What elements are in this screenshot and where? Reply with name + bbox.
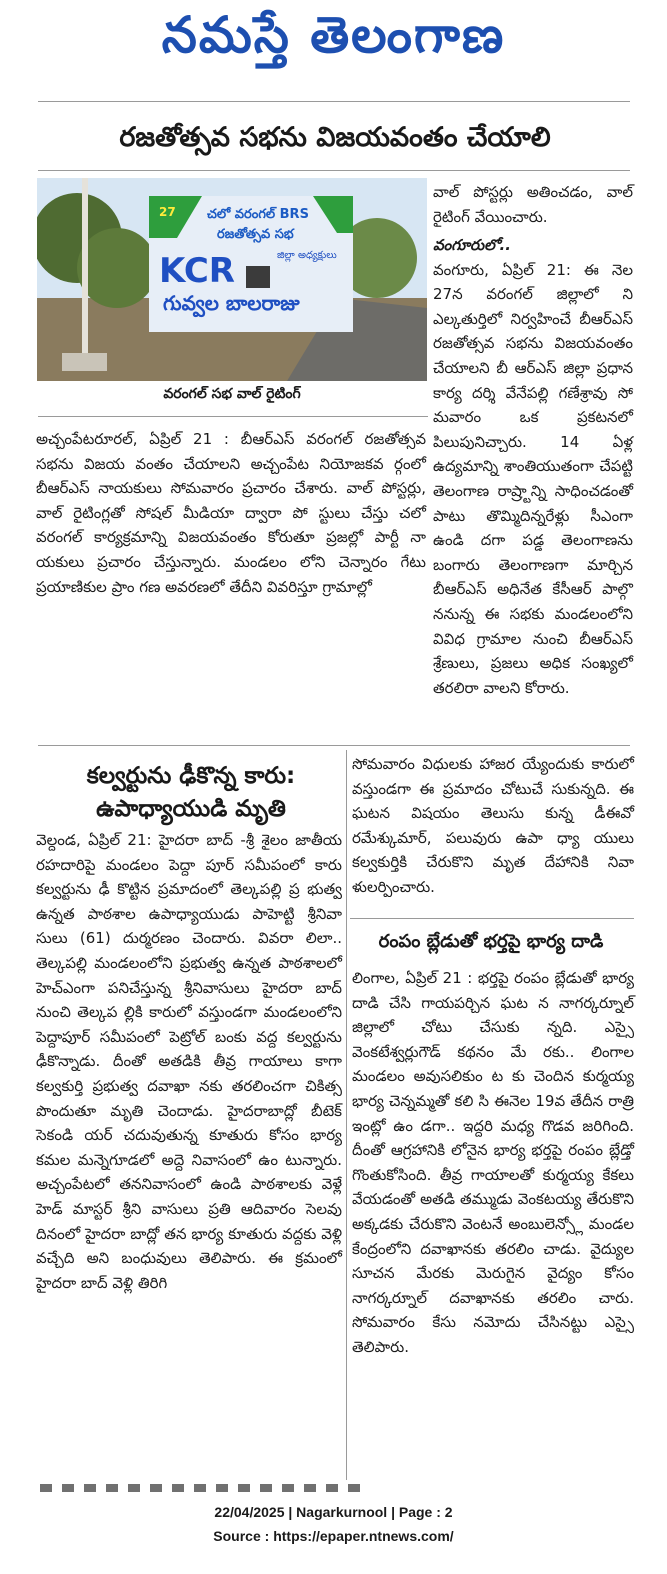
page-footer — [0, 1500, 667, 1548]
story1-right-column-wide — [433, 233, 633, 700]
photo-badge: 27 — [159, 205, 176, 219]
story2-left-text: వెల్దండ, ఏప్రిల్ 21: హైదరా బాద్ -శ్రీ శైలం జాతీయ రహదారిపై మండలం పెద్దా పూర్ సమీపంలో కారు కల్వర్టును ఢీ కొట్టిన ప్రమాదంలో తెల్కపల్లి ప్ర భుత్వ ఉన్నత పాఠశాల ఉపాధ్యాయుడు పాహెట్టి శ్రీనివా సులు (61) దుర్మరణం చెందారు. వివరా లిలా.. తెల్కపల్లి మండలంలోని ప్రభుత్వ ఉన్నత పాఠశాలలో హెచ్ఎంగా పనిచేస్తున్న శ్రీనివాసులు హైదరా బాద్ నుంచి తెల్కప ల్లికి కారులో వస్తుండగా మండలంలోని పెద్దాపూర్ సమీపంలో పెట్రోల్ బంకు వద్ద కల్వర్టును ఢీకొన్నాడు. దీంతో అతడికి తీవ్ర గాయాలు కాగా కల్వకుర్తి ప్రభుత్వ దవాఖా నకు తరలించగా చికిత్స పొందుతూ మృతి చెందాడు. హైదరాబాద్లో బీటెక్ సెకండి యర్ చదువుతున్న కూతురు కోసం భార్య కమల మన్నెగూడలో అద్దె నివాసంలో ఉం టున్నారు. అచ్చంపేటలో తననివాసంలో ఉండి పాఠశాలకు వెళ్లే హెడ్ మాస్టర్ శ్రీని వాసులు ప్రతి ఆదివారం సెలవు దినంలో హైదరా బాద్లో తన భార్య కూతురు వద్దకు వెళ్లి వచ్చేది అని బంధువులు తెలిపారు. ఈ క్రమంలో హైదరా బాద్ వెళ్లి తిరిగి — [36, 831, 342, 1292]
story1-right-column — [433, 180, 633, 229]
column-divider — [346, 750, 347, 1480]
clipped-headline-remnant — [40, 1484, 360, 1492]
photo-wall-line-3: KCR — [159, 251, 235, 291]
story1-right-text: వంగూరు, ఏప్రిల్ 21: ఈ నెల 27న వరంగల్ జిల్లాలో ని ఎల్కతుర్తిలో నిర్వహించే బీఆర్ఎస్ రజతోత్సవ సభను విజయవంతం చేయాలని బీ ఆర్ఎస్ జిల్లా ప్రధాన కార్య దర్శి వేనేపల్లి గణేశ్రావు సో మవారం ఒక ప్రకటనలో పిలుపునిచ్చారు. 14 ఏళ్ల ఉద్యమాన్ని శాంతియుతంగా చేపట్టి తెలంగాణ రాష్ర్టాన్ని సాధించడంతో పాటు తొమ్మిదిన్నరేళ్లు సీఎంగా ఉండి దగా పడ్డ తెలంగాణను బంగారు తెలంగాణగా మార్చిన బీఆర్ఎస్ అధినేత కేసీఆర్ పాల్గొ ననున్న ఈ సభకు మండలంలోని వివిధ గ్రామాల నుంచి బీఆర్ఎస్ శ్రేణులు, ప్రజలు అధిక సంఖ్యలో తరలిరా వాలని కోరారు. — [433, 260, 633, 697]
story3-column — [352, 966, 634, 1360]
photo-wall-line-5: జిల్లా అధ్యక్షులు — [277, 250, 337, 261]
story-divider — [38, 745, 630, 746]
footer-edition-line: 22/04/2025 | Nagarkurnool | Page : 2 — [214, 1504, 453, 1520]
photo-wall-line-1: చలో వరంగల్ BRS — [207, 207, 309, 222]
caption-rule — [38, 416, 428, 417]
story2-title — [36, 760, 346, 826]
story2-title-line2: ఉపాధ్యాయుడి మృతి — [96, 796, 286, 822]
wall-writing-photo — [37, 178, 427, 381]
masthead-rule — [38, 101, 630, 102]
story2-left-column — [36, 828, 342, 1295]
story3-text: లింగాల, ఏప్రిల్ 21 : భర్తపై రంపం బ్లేడుతో భార్య దాడి చేసి గాయపర్చిన ఘట న నాగర్కర్నూల్ జిల్లాలో చోటు చేసుకు న్నది. ఎస్సై వెంకటేశ్వర్లుగౌడ్ కథనం మే రకు.. లింగాల మండలం అవుసలికుం ట కు చెందిన కుర్మయ్య భార్య చెన్నమ్మతో కలి సి ఈనెల 19వ తేదీన రాత్రి ఇంట్లో ఉం డగా.. ఇద్దరి మధ్య గొడవ జరిగింది. దీంతో ఆగ్రహానికి లోనైన భార్య భర్తపై రంపం బ్లేడ్తో గొంతుకోసింది. తీవ్ర గాయాలతో కుర్మయ్య కేకలు వేయడంతో అతడి తమ్ముడు వెంకటయ్య తేరుకొని అక్కడకు చేరుకొని వెంటనే అంబులెన్స్లో మండల కేంద్రంలోని దవాఖానకు తరలిం చాడు. వైద్యుల సూచన మేరకు మెరుగైన వైద్యం కోసం నాగర్కర్నూల్ దవాఖానకు తరలిం చారు. సోమవారం కేసు నమోదు చేసినట్టు ఎస్సై తెలిపారు. — [352, 969, 634, 1356]
footer-source-line: Source : https://epaper.ntnews.com/ — [213, 1528, 454, 1544]
story1-left-text: అచ్చంపేటరూరల్, ఏప్రిల్ 21 : బీఆర్ఎస్ వరంగల్ రజతోత్సవ సభను విజయ వంతం చేయాలని అచ్చంపేట నియోజకవ ర్గంలో బీఆర్ఎస్ నాయకులు సోమవారం ప్రచారం చేశారు. వాల్ పోస్టర్లు, వాల్ రైటింగ్లతో సోషల్ మీడియా ద్వారా పో స్టులు చేస్తు చలో వరంగల్ కార్యక్రమాన్ని విజయవంతం కోరుతూ ప్రజల్లో పార్టీ నా యకులు ప్రచారం చేస్తున్నారు. మండలం లోని చెన్నారం గేటు ప్రయాణికుల ప్రాం గణ అవరణలో తేదీని వివరిస్తూ గ్రామాల్లో — [36, 430, 426, 596]
photo-wall-line-2: రజతోత్సవ సభ — [217, 227, 294, 242]
story1-right-top-text: వాల్ పోస్టర్లు అతించడం, వాల్ రైటింగ్ వేయించారు. — [433, 183, 633, 226]
headline-rule — [38, 170, 630, 171]
photo-caption: వరంగల్ సభ వాల్ రైటింగ్ — [163, 386, 301, 402]
story2-title-line1: కల్వర్టును ఢీకొన్న కారు: — [86, 763, 296, 789]
masthead — [0, 0, 667, 96]
story2-right-text: సోమవారం విధులకు హాజర య్యేందుకు కారులో వస్తుండగా ఈ ప్రమాదం చోటుచే సుకున్నది. ఈ ఘటన విషయం తెలుసు కున్న డీఈవో రమేశ్కుమార్, పలువురు ఉపా ధ్యా యులు కల్వకుర్తికి చేరుకొని మృత దేహానికి నివా ళులర్పించారు. — [352, 755, 634, 896]
wall-writing-photo-drawing — [37, 178, 427, 381]
story1-headline: రజతోత్సవ సభను విజయవంతం చేయాలి — [119, 122, 551, 153]
photo-wall-line-4: గువ్వల బాలరాజు — [163, 291, 300, 315]
story3-rule — [350, 918, 634, 919]
story2-right-column — [352, 752, 634, 900]
story1-subhead: వంగూరులో.. — [433, 236, 511, 254]
story1-left-column — [36, 427, 426, 599]
story3-title: రంపం బ్లేడుతో భర్తపై భార్య దాడి — [378, 931, 604, 952]
newspaper-logo: నమస్తే తెలంగాణ — [161, 6, 506, 64]
